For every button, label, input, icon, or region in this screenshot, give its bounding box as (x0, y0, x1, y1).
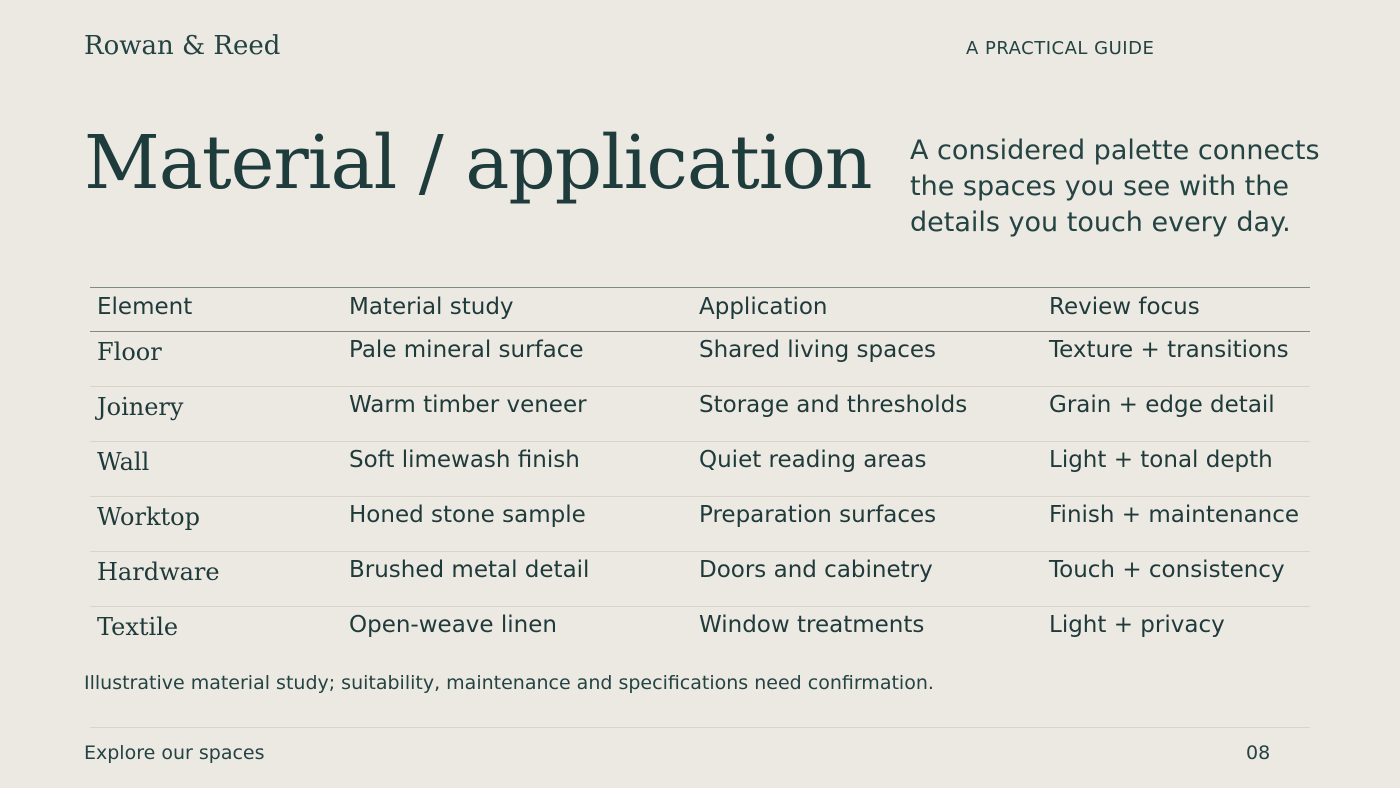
material-cell: Pale mineral surface (349, 337, 584, 363)
material-cell: Honed stone sample (349, 502, 586, 528)
element-cell: Textile (97, 613, 179, 641)
review-focus-cell: Finish + maintenance (1049, 502, 1300, 528)
application-cell: Quiet reading areas (699, 447, 927, 473)
intro-text: A considered palette connects the spaces you see with the details you touch every day. (910, 135, 1320, 238)
brand-name: Rowan & Reed (84, 31, 281, 61)
review-focus-cell: Light + tonal depth (1049, 447, 1273, 473)
element-cell: Hardware (97, 558, 220, 586)
table-row (90, 496, 1310, 551)
element-cell: Joinery (97, 393, 184, 421)
table-row (90, 441, 1310, 496)
material-cell: Warm timber veneer (349, 392, 587, 418)
column-header-review-focus: Review focus (1049, 294, 1200, 320)
application-cell: Preparation surfaces (699, 502, 937, 528)
disclaimer-note: Illustrative material study; suitability, maintenance and specifications need confirmation. (84, 672, 934, 694)
application-cell: Shared living spaces (699, 337, 937, 363)
page-title: Material / application (84, 120, 872, 206)
review-focus-cell: Touch + consistency (1049, 557, 1285, 583)
element-cell: Floor (97, 338, 162, 366)
column-header-application: Application (699, 294, 828, 320)
column-header-material-study: Material study (349, 294, 514, 320)
table-row (90, 386, 1310, 441)
explore-spaces-link[interactable]: Explore our spaces (84, 742, 265, 764)
material-cell: Open-weave linen (349, 612, 557, 638)
material-table (90, 287, 1310, 661)
review-focus-cell: Texture + transitions (1049, 337, 1289, 363)
material-cell: Brushed metal detail (349, 557, 590, 583)
table-header-row (90, 287, 1310, 332)
guide-label: A PRACTICAL GUIDE (966, 38, 1155, 59)
column-header-element: Element (97, 294, 193, 320)
footer-divider (90, 727, 1310, 728)
application-cell: Storage and thresholds (699, 392, 968, 418)
table-row (90, 551, 1310, 606)
review-focus-cell: Light + privacy (1049, 612, 1225, 638)
material-cell: Soft limewash finish (349, 447, 580, 473)
table-row (90, 606, 1310, 661)
table-row (90, 332, 1310, 386)
application-cell: Window treatments (699, 612, 925, 638)
element-cell: Worktop (97, 503, 200, 531)
element-cell: Wall (97, 448, 150, 476)
application-cell: Doors and cabinetry (699, 557, 933, 583)
page-number: 08 (1246, 742, 1271, 764)
review-focus-cell: Grain + edge detail (1049, 392, 1275, 418)
